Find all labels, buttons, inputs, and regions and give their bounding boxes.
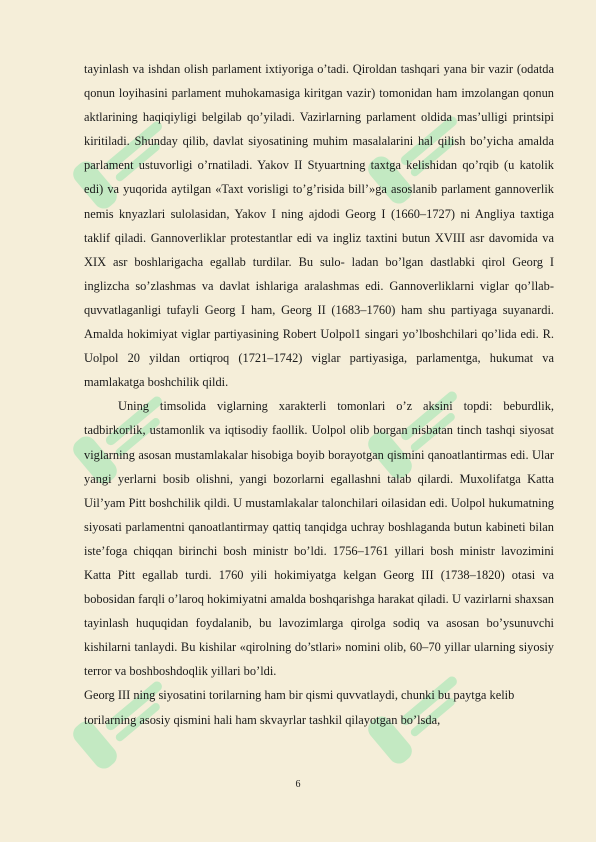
paragraph: tayinlash va ishdan olish parlament ixtiyoriga o’tadi. Qiroldan tashqari yana bir vazir (odatda qonun loyihasini parlament muhokamasiga kiritgan vazir) tomonidan ham imzolangan qonun aktlarining haqiqiyligi belgilab qo’yiladi. Vazirlarning parlament oldida mas’ulligi printsipi kiritiladi. Shunday qilib, davlat siyosatining muhim masalalarini hal qilish bo’yicha amalda parlament ustuvorligi o’rnatiladi. Yakov II Styuartning taxtga kelishidan qo’rqib (u katolik edi) va yuqorida aytilgan «Taxt vorisligi to’g’risida bill’»ga asoslanib parlament gannoverlik nemis knyazlari sulolasidan, Yakov I ning ajdodi Georg I (1660–1727) ni Angliya taxtiga taklif qiladi. Gannoverliklar protestantlar edi va ingliz taxtini butun XVIII asr davomida va XIX asr boshlarigacha egallab turdilar. Bu sulo- ladan bo’lgan dastlabki qirol Georg I inglizcha so’zlashmas va davlat ishlariga aralashmas edi. Gannoverliklarni viglar qo’llab- quvvatlaganligi tufayli Georg I ham, Georg II (1683–1760) ham shu partiyaga suyanardi. Amalda hokimiyat viglar partiyasining Robert Uolpol1 singari yo’lboshchilari qo’lida edi. R. Uolpol 20 yildan ortiqroq (1721–1742) viglar partiyasiga, parlamentga, hukumat va mamlakatga boshchilik qildi.: [84, 62, 554, 390]
body-text: [84, 57, 554, 732]
paragraph: Georg III ning siyosatini torilarning ham bir qismi quvvatlaydi, chunki bu paytga kelib torilarning asosiy qismini hali ham skvayrlar tashkil qilayotgan bo’lsda,: [84, 688, 515, 727]
page-number: 6: [295, 779, 301, 790]
paragraph: Uning timsolida viglarning xarakterli tomonlari o’z aksini topdi: beburdlik, tadbirkorlik, ustamonlik va iqtisodiy faollik. Uolpol olib borgan nisbatan tinch tashqi siyosat viglarning asosan mustamlakalar hisobiga boyib borayotgan qismini qanoatlantirmas edi. Ular yangi yerlarni bosib olishni, yangi bozorlarni egallashni talab qilardi. Muxolifatga Katta Uil’yam Pitt boshchilik qildi. U mustamlakalar talonchilari oilasidan edi. Uolpol hukumatning siyosati parlamentni qanoatlantirmay qattiq tanqidga uchray boshlaganda butun kabineti bilan iste’foga chiqqan birinchi bosh ministr bo’ldi. 1756–1761 yillari bosh ministr lavozimini Katta Pitt egallab turdi. 1760 yili hokimiyatga kelgan Georg III (1738–1820) otasi va bobosidan farqli o’laroq hokimiyatni amalda boshqarishga harakat qiladi. U vazirlarni shaxsan tayinlash huquqidan foydalanib, bu lavozimlarga qirolga sodiq va asosan bo’ysunuvchi kishilarni tanlaydi. Bu kishilar «qirolning do’stlari» nomini olib, 60–70 yillar ularning siyosiy terror va boshboshdoqlik yillari bo’ldi.: [84, 399, 554, 679]
